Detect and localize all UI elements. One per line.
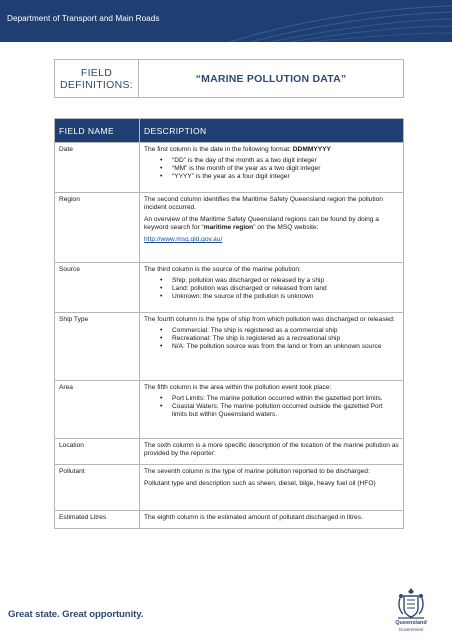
- bullet-list: [144, 395, 399, 419]
- column-header-field-name: FIELD NAME: [55, 119, 140, 143]
- search-keyword: maritime region: [203, 224, 254, 231]
- department-title: Department of Transport and Main Roads: [7, 14, 160, 23]
- description-text: The eighth column is the estimated amount of pollutant discharged in litres.: [144, 514, 363, 521]
- table-row-region: [55, 193, 404, 263]
- column-header-description: DESCRIPTION: [140, 119, 404, 143]
- description-text: The third column is the source of the marine pollution:: [144, 266, 301, 273]
- description-text: The fourth column is the type of ship from which pollution was discharged or released:: [144, 316, 395, 323]
- title-box: [54, 59, 404, 98]
- list-item: • Commercial: The ship is registered as a commercial ship: [172, 327, 399, 335]
- queensland-government-wordmark: [387, 621, 435, 632]
- description-text: Pollutant type and description such as sheen, diesel, bilge, heavy fuel oil (HFO): [144, 480, 376, 487]
- description-text: The sixth column is a more specific description of the location of the marine pollution as provided by the reporter:: [144, 442, 399, 457]
- table-header-row: [55, 119, 404, 143]
- list-item: • “YYYY” is the year as a four digit integer: [172, 173, 399, 181]
- description-text-prefix: The first column is the date in the following format:: [144, 146, 293, 153]
- description-cell: [140, 511, 404, 529]
- field-name-cell: Date: [55, 143, 140, 193]
- description-text: The fifth column is the area within the pollution event took place:: [144, 384, 332, 391]
- description-cell: [140, 143, 404, 193]
- description-cell: [140, 439, 404, 465]
- field-name-cell: Location: [55, 439, 140, 465]
- field-definitions-label: [55, 60, 139, 97]
- field-name-cell: Estimated Litres: [55, 511, 140, 529]
- bullet-list: [144, 277, 399, 301]
- field-name-cell: Area: [55, 381, 140, 439]
- description-text: [144, 146, 399, 154]
- table-row-source: [55, 263, 404, 313]
- description-cell: [140, 465, 404, 511]
- list-item: • Unknown: the source of the pollution is unknown: [172, 293, 399, 301]
- list-item: • N/A: The pollution source was from the land or from an unknown source: [172, 343, 399, 351]
- description-text: [144, 216, 399, 232]
- description-cell: [140, 381, 404, 439]
- crest-subtitle: Government: [398, 626, 424, 632]
- table-row-date: [55, 143, 404, 193]
- field-name-cell: Pollutant: [55, 465, 140, 511]
- list-item: • Port Limits: The marine pollution occurred within the gazetted port limits.: [172, 395, 399, 403]
- document-title: “MARINE POLLUTION DATA”: [195, 72, 347, 85]
- list-item: • Coastal Waters: The marine pollution occurred outside the gazetted Port limits but within Queensland waters.: [172, 403, 399, 419]
- bullet-list: [144, 327, 399, 351]
- field-name-cell: Ship Type: [55, 313, 140, 381]
- table-row-estimated-litres: [55, 511, 404, 529]
- table-row-ship-type: [55, 313, 404, 381]
- table-row-area: [55, 381, 404, 439]
- list-item: • Recreational: The ship is registered as a recreational ship: [172, 335, 399, 343]
- date-format: DDMMYYYY: [292, 146, 331, 153]
- field-label-line1: FIELD: [80, 66, 113, 79]
- description-text: The second column identifies the Maritime Safety Queensland region the pollution incident occurred.: [144, 196, 383, 211]
- header-band: [0, 0, 452, 42]
- description-cell: [140, 193, 404, 263]
- description-cell: [140, 263, 404, 313]
- field-name-cell: Region: [55, 193, 140, 263]
- field-label-line2: DEFINITIONS:: [59, 78, 134, 91]
- list-item: • Land: pollution was discharged or released from land: [172, 285, 399, 293]
- crest-name: Queensland: [395, 620, 427, 626]
- list-item: • Ship: pollution was discharged or released by a ship: [172, 277, 399, 285]
- table-row-location: [55, 439, 404, 465]
- msq-website-link[interactable]: http://www.msq.qld.gov.au/: [144, 236, 223, 243]
- list-item: • “MM” is the month of the year as a two digit integer: [172, 165, 399, 173]
- description-text-prefix: An overview of the Maritime Safety Queensland regions can be found by doing a keyword search for “: [144, 216, 379, 231]
- table-row-pollutant: [55, 465, 404, 511]
- field-name-cell: Source: [55, 263, 140, 313]
- description-text-suffix: ” on the MSQ website:: [253, 224, 319, 231]
- footer-tagline: Great state. Great opportunity.: [8, 609, 144, 620]
- field-definitions-table: [54, 118, 404, 529]
- bullet-list: [144, 157, 399, 181]
- list-item: • “DD” is the day of the month as a two digit integer: [172, 157, 399, 165]
- description-cell: [140, 313, 404, 381]
- description-text: The seventh column is the type of marine pollution reported to be discharged:: [144, 468, 370, 475]
